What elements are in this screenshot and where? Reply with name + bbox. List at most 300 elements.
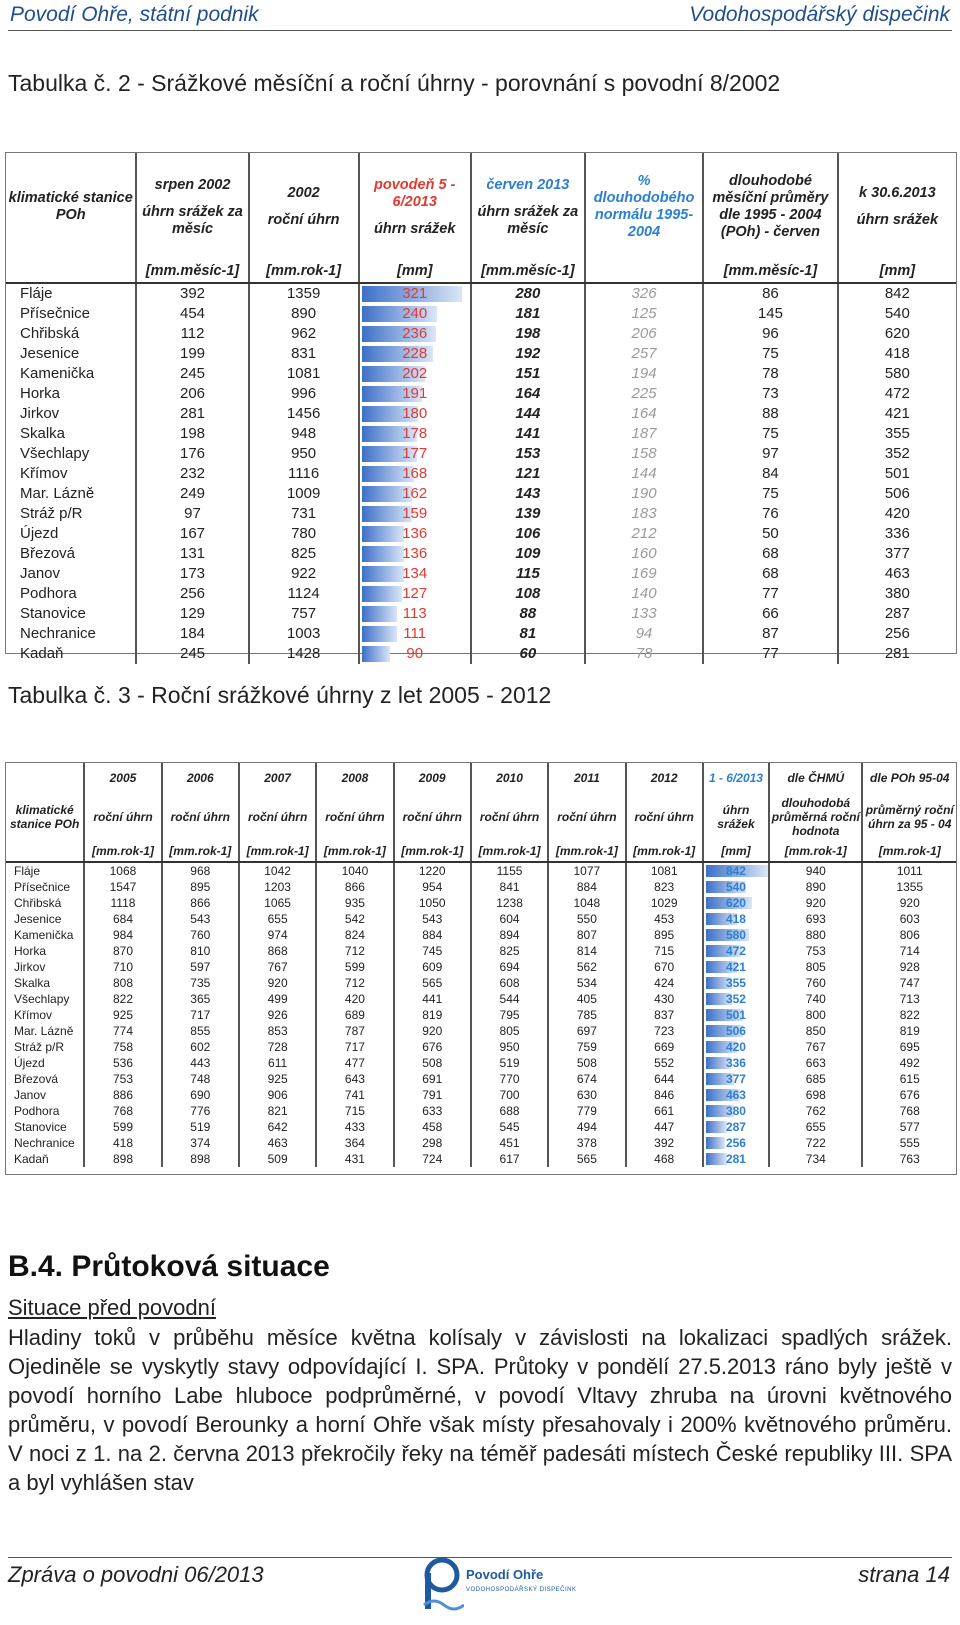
table2-cell: 97	[136, 504, 248, 524]
table3-cell: 950	[471, 1039, 548, 1055]
table3-cell: 906	[239, 1087, 316, 1103]
flood-value-bar	[359, 364, 471, 384]
table3-cell: 868	[239, 943, 316, 959]
table3-cell: 779	[548, 1103, 625, 1119]
flood-bar-fill	[362, 626, 397, 642]
table3-cell: 821	[239, 1103, 316, 1119]
table2-cell: 190	[585, 484, 703, 504]
table3-cell: 753	[769, 943, 862, 959]
station-name: Újezd	[6, 1055, 84, 1071]
table2-cell: 890	[249, 304, 359, 324]
table2-unit-c6: [mm.měsíc-1]	[703, 261, 838, 283]
table3-cell: 555	[899, 1136, 920, 1150]
ytd-2013-value-bar	[703, 991, 769, 1007]
table2-cell: 198	[471, 324, 585, 344]
table2-cell: 86	[703, 283, 838, 304]
table2-header-percent: % dlouhodobého normálu 1995-2004	[585, 153, 703, 261]
table3-cell: 886	[84, 1087, 161, 1103]
flood-value-bar	[359, 304, 471, 324]
table2-cell: 77	[703, 584, 838, 604]
station-name: Stanovice	[6, 1119, 84, 1135]
flood-bar-fill	[362, 646, 390, 662]
table2-cell: 281	[136, 404, 248, 424]
table2-cell: 922	[249, 564, 359, 584]
table3-row	[6, 975, 956, 991]
table2-row	[6, 364, 956, 384]
table2-cell: 153	[471, 444, 585, 464]
table3-year-row	[6, 763, 956, 793]
table3-unit-station	[6, 841, 84, 862]
flood-bar-label: 321	[402, 285, 428, 302]
header-department: Vodohospodářský dispečink	[689, 3, 950, 26]
table3-cell: 850	[769, 1023, 862, 1039]
ytd-bar-label: 418	[725, 912, 746, 926]
station-name: Přísečnice	[6, 879, 84, 895]
logo-tagline: VODOHOSPODÁŘSKÝ DISPEČINK	[466, 1587, 577, 1593]
table2-cell: 125	[585, 304, 703, 324]
table3-cell: 853	[239, 1023, 316, 1039]
table3-row	[6, 1103, 956, 1119]
table3-cell: 740	[769, 991, 862, 1007]
table3-cell: 655	[239, 911, 316, 927]
table3-cell: 1048	[548, 895, 625, 911]
table3-cell: 713	[899, 992, 920, 1006]
table3-cell: 822	[84, 991, 161, 1007]
ytd-bar-label: 377	[725, 1072, 746, 1086]
table3-header-2013-sub: úhrn srážek	[703, 793, 769, 841]
table2-cell: 1003	[249, 624, 359, 644]
table3-cell: 298	[394, 1135, 471, 1151]
station-name: Újezd	[6, 524, 136, 544]
table3-year: 2012	[626, 763, 703, 793]
table3-row	[6, 1119, 956, 1135]
table2-cell: 757	[249, 604, 359, 624]
table3-cell: 1050	[394, 895, 471, 911]
flood-bar-label: 202	[402, 365, 428, 382]
table3-year: 2011	[548, 763, 625, 793]
flood-bar-label: 191	[402, 385, 428, 402]
table3-cell: 468	[626, 1151, 703, 1167]
table2-row	[6, 344, 956, 364]
flood-bar-fill	[362, 526, 404, 542]
table3-cell: 880	[769, 927, 862, 943]
table3-cell: 745	[394, 943, 471, 959]
table3-cell: 1081	[626, 862, 703, 879]
table3-cell: 884	[394, 927, 471, 943]
povodi-ohre-logo	[420, 1555, 580, 1617]
table2-cell: 184	[136, 624, 248, 644]
table2-row	[6, 604, 956, 624]
table3-cell: 748	[162, 1071, 239, 1087]
table3-annual-label: roční úhrn	[394, 793, 471, 841]
table3-cell: 724	[394, 1151, 471, 1167]
table3-row	[6, 1055, 956, 1071]
flood-value-bar	[359, 464, 471, 484]
table3-cell: 805	[769, 959, 862, 975]
table3-unit: [mm.rok-1]	[316, 841, 393, 862]
flood-value-bar	[359, 524, 471, 544]
table3-cell: 676	[899, 1088, 920, 1102]
page-header	[0, 0, 960, 32]
table3-header-chmu-sub: dlouhodobá průměrná roční hodnota	[769, 793, 862, 841]
station-name: Horka	[6, 384, 136, 404]
table2-header-jun30: k 30.6.2013 úhrn srážek	[856, 185, 939, 228]
table2-cell: 198	[136, 424, 248, 444]
table2-cell: 121	[471, 464, 585, 484]
table3-row	[6, 1087, 956, 1103]
table2-cell: 164	[471, 384, 585, 404]
table2-cell: 66	[703, 604, 838, 624]
table3-cell: 458	[394, 1119, 471, 1135]
table3-cell: 954	[394, 879, 471, 895]
table2-cell: 281	[884, 645, 910, 662]
table3-cell: 542	[316, 911, 393, 927]
table2-unit-c2: [mm.rok-1]	[249, 261, 359, 283]
table3-cell: 774	[84, 1023, 161, 1039]
flood-value-bar	[359, 584, 471, 604]
table2-cell: 454	[136, 304, 248, 324]
ytd-2013-value-bar	[703, 1023, 769, 1039]
table2-header-longterm: dlouhodobé měsíční průměry dle 1995 - 2004 (POh) - červen	[703, 153, 838, 261]
table3-cell: 552	[626, 1055, 703, 1071]
table3-unit: [mm.rok-1]	[162, 841, 239, 862]
table3-cell: 599	[316, 959, 393, 975]
flood-bar-label: 111	[403, 625, 427, 642]
table2-row	[6, 384, 956, 404]
table3-cell: 768	[84, 1103, 161, 1119]
table3-cell: 499	[239, 991, 316, 1007]
table3-unit: [mm.rok-1]	[548, 841, 625, 862]
table3-cell: 770	[471, 1071, 548, 1087]
flood-value-bar	[359, 344, 471, 364]
table3-cell: 814	[548, 943, 625, 959]
table2-cell: 81	[471, 624, 585, 644]
table3-cell: 819	[899, 1024, 920, 1038]
table3-cell: 822	[899, 1008, 920, 1022]
table3-cell: 762	[769, 1103, 862, 1119]
table3-cell: 810	[162, 943, 239, 959]
station-name: Křímov	[6, 1007, 84, 1023]
table3-cell: 819	[394, 1007, 471, 1023]
table3-cell: 630	[548, 1087, 625, 1103]
table2-cell: 108	[471, 584, 585, 604]
table3-cell: 1077	[548, 862, 625, 879]
table3-unit: [mm.rok-1]	[626, 841, 703, 862]
table2-row	[6, 584, 956, 604]
table2-unit-c7: [mm]	[838, 261, 956, 283]
ytd-2013-value-bar	[703, 1007, 769, 1023]
ytd-2013-value-bar	[703, 1135, 769, 1151]
table3-cell: 866	[316, 879, 393, 895]
ytd-bar-label: 256	[725, 1136, 746, 1150]
table3-cell: 855	[162, 1023, 239, 1039]
table3-cell: 604	[471, 911, 548, 927]
flood-bar-label: 177	[402, 445, 428, 462]
table3-cell: 697	[548, 1023, 625, 1039]
table3-label-row	[6, 793, 956, 841]
table3-cell: 608	[471, 975, 548, 991]
table3-cell: 688	[471, 1103, 548, 1119]
table3-cell: 690	[162, 1087, 239, 1103]
table3-cell: 565	[548, 1151, 625, 1167]
flood-bar-label: 134	[402, 565, 428, 582]
table3-cell: 543	[162, 911, 239, 927]
table2-cell: 199	[136, 344, 248, 364]
table2-header-flood2013: povodeň 5 - 6/2013 úhrn srážek	[359, 153, 471, 261]
ytd-bar-label: 281	[725, 1152, 746, 1166]
ytd-bar-label: 580	[725, 928, 746, 942]
table3-cell: 767	[769, 1039, 862, 1055]
flood-value-bar	[359, 484, 471, 504]
table2-cell: 141	[471, 424, 585, 444]
table3-row	[6, 1023, 956, 1039]
table2-cell: 256	[884, 625, 910, 642]
ytd-bar-label: 472	[725, 944, 746, 958]
table2-cell: 75	[703, 344, 838, 364]
table2-cell: 842	[884, 285, 910, 302]
table2-cell: 181	[471, 304, 585, 324]
table3-cell: 691	[394, 1071, 471, 1087]
ytd-2013-value-bar	[703, 1151, 769, 1167]
footer-page-number: strana 14	[858, 1562, 950, 1587]
table2-cell: 1081	[249, 364, 359, 384]
table3-header-2013: 1 - 6/2013	[703, 763, 769, 793]
ytd-2013-value-bar	[703, 943, 769, 959]
flood-bar-label: 136	[402, 525, 428, 542]
table3-cell: 920	[899, 896, 920, 910]
table3-annual-label: roční úhrn	[84, 793, 161, 841]
table3-cell: 791	[394, 1087, 471, 1103]
table3-unit: [mm.rok-1]	[769, 841, 862, 862]
table3-unit: [mm.rok-1]	[862, 841, 956, 862]
table2-cell: 129	[136, 604, 248, 624]
table2-unit-c3: [mm]	[359, 261, 471, 283]
table3-header-chmu: dle ČHMÚ	[769, 763, 862, 793]
table2-row	[6, 424, 956, 444]
table3-cell: 644	[626, 1071, 703, 1087]
table2-cell: 88	[471, 604, 585, 624]
table3-annual-label: roční úhrn	[471, 793, 548, 841]
table3-row	[6, 991, 956, 1007]
table2-cell: 192	[471, 344, 585, 364]
table3-unit-row	[6, 841, 956, 862]
station-name: Kadaň	[6, 1151, 84, 1167]
table3-year: 2010	[471, 763, 548, 793]
table3-cell: 443	[162, 1055, 239, 1071]
table2-cell: 392	[136, 283, 248, 304]
table2-cell: 1456	[249, 404, 359, 424]
table3-cell: 1068	[84, 862, 161, 879]
table3-cell: 884	[548, 879, 625, 895]
table2-cell: 68	[703, 544, 838, 564]
table3-cell: 685	[769, 1071, 862, 1087]
table2-cell: 60	[471, 644, 585, 664]
table3-cell: 898	[84, 1151, 161, 1167]
table2-cell: 472	[884, 385, 910, 402]
ytd-bar-label: 501	[725, 1008, 746, 1022]
table3-cell: 494	[548, 1119, 625, 1135]
ytd-bar-label: 421	[725, 960, 746, 974]
table3-cell: 1029	[626, 895, 703, 911]
flood-bar-fill	[362, 606, 397, 622]
flood-bar-label: 162	[402, 485, 428, 502]
table3-cell: 758	[84, 1039, 161, 1055]
table3-cell: 477	[316, 1055, 393, 1071]
table3-cell: 808	[84, 975, 161, 991]
table3-cell: 698	[769, 1087, 862, 1103]
station-name: Březová	[6, 544, 136, 564]
table3-cell: 1355	[896, 880, 924, 894]
ytd-bar-label: 420	[725, 1040, 746, 1054]
table3-cell: 785	[548, 1007, 625, 1023]
table3-cell: 823	[626, 879, 703, 895]
table3-year: 2008	[316, 763, 393, 793]
station-name: Nechranice	[6, 1135, 84, 1151]
table3-grid	[6, 763, 956, 1167]
table2-cell: 50	[703, 524, 838, 544]
flood-bar-label: 159	[402, 505, 428, 522]
station-name: Jesenice	[6, 911, 84, 927]
table2-cell: 169	[585, 564, 703, 584]
flood-bar-label: 113	[402, 605, 427, 622]
table2-cell: 1359	[249, 283, 359, 304]
table2-header-station: klimatické stanice POh	[6, 153, 136, 261]
flood-bar-label: 90	[406, 645, 424, 662]
ytd-2013-value-bar	[703, 1071, 769, 1087]
table2-cell: 326	[585, 283, 703, 304]
table3-cell: 767	[239, 959, 316, 975]
flood-bar-label: 240	[402, 305, 428, 322]
table3-cell: 712	[316, 975, 393, 991]
table2-cell: 287	[884, 605, 910, 622]
ytd-2013-value-bar	[703, 895, 769, 911]
ytd-bar-label: 352	[725, 992, 746, 1006]
table2-row	[6, 444, 956, 464]
table3-cell: 536	[84, 1055, 161, 1071]
table3-cell: 615	[899, 1072, 920, 1086]
table3-cell: 926	[239, 1007, 316, 1023]
table3-cell: 643	[316, 1071, 393, 1087]
ytd-bar-label: 506	[725, 1024, 746, 1038]
table3-cell: 968	[162, 862, 239, 879]
flood-bar-label: 236	[402, 325, 428, 342]
table2-row	[6, 324, 956, 344]
table2-cell: 580	[884, 365, 910, 382]
table2-cell: 75	[703, 484, 838, 504]
table3-cell: 392	[626, 1135, 703, 1151]
table2-cell: 506	[884, 485, 910, 502]
table3-cell: 870	[84, 943, 161, 959]
table2-cell: 144	[585, 464, 703, 484]
table2-header-row	[6, 153, 956, 261]
table3-annual-label: roční úhrn	[162, 793, 239, 841]
table3-cell: 787	[316, 1023, 393, 1039]
flood-value-bar	[359, 384, 471, 404]
table2-row	[6, 283, 956, 304]
station-name: Chřibská	[6, 895, 84, 911]
table3-cell: 920	[239, 975, 316, 991]
table2-cell: 352	[884, 445, 910, 462]
table3-cell: 895	[626, 927, 703, 943]
table3-cell: 669	[626, 1039, 703, 1055]
ytd-2013-value-bar	[703, 1055, 769, 1071]
table3-cell: 763	[899, 1152, 920, 1166]
table3-row	[6, 1007, 956, 1023]
table2-cell: 145	[703, 304, 838, 324]
table2-cell: 232	[136, 464, 248, 484]
table3-cell: 602	[162, 1039, 239, 1055]
table2-cell: 143	[471, 484, 585, 504]
table2-row	[6, 504, 956, 524]
table3-cell: 674	[548, 1071, 625, 1087]
table2-cell: 225	[585, 384, 703, 404]
table2-cell: 115	[471, 564, 585, 584]
table3-cell: 431	[316, 1151, 393, 1167]
table3-unit: [mm]	[703, 841, 769, 862]
table3-year: 2005	[84, 763, 161, 793]
table3-cell: 795	[471, 1007, 548, 1023]
table3-row	[6, 895, 956, 911]
table3-cell: 1238	[471, 895, 548, 911]
table2-cell: 1124	[249, 584, 359, 604]
table3-cell: 509	[239, 1151, 316, 1167]
table2-cell: 420	[884, 505, 910, 522]
table2-cell: 97	[703, 444, 838, 464]
ytd-2013-value-bar	[703, 927, 769, 943]
station-name: Stanovice	[6, 604, 136, 624]
station-name: Fláje	[6, 283, 136, 304]
table2-cell: 84	[703, 464, 838, 484]
table3-cell: 1011	[896, 864, 923, 878]
ytd-2013-value-bar	[703, 959, 769, 975]
table3-cell: 693	[769, 911, 862, 927]
table3-cell: 866	[162, 895, 239, 911]
table2-row	[6, 644, 956, 664]
table3-cell: 365	[162, 991, 239, 1007]
station-name: Podhora	[6, 1103, 84, 1119]
flood-bar-label: 180	[402, 405, 428, 422]
table3-cell: 734	[769, 1151, 862, 1167]
table3-header-poh-sub: průměrný roční úhrn za 95 - 04	[865, 803, 954, 831]
table2-cell: 167	[136, 524, 248, 544]
table3-cell: 825	[471, 943, 548, 959]
table2-cell: 109	[471, 544, 585, 564]
table3-cell: 728	[239, 1039, 316, 1055]
ytd-bar-label: 336	[725, 1056, 746, 1070]
flood-bar-fill	[362, 566, 404, 582]
table2-cell: 176	[136, 444, 248, 464]
station-name: Stráž p/R	[6, 1039, 84, 1055]
table3-cell: 1220	[394, 862, 471, 879]
table2-unit-station	[6, 261, 136, 283]
table2-cell: 257	[585, 344, 703, 364]
station-name: Skalka	[6, 975, 84, 991]
table2-cell: 540	[884, 305, 910, 322]
table2-cell: 212	[585, 524, 703, 544]
table2-cell: 962	[249, 324, 359, 344]
table3-cell: 418	[84, 1135, 161, 1151]
table2-cell: 151	[471, 364, 585, 384]
table2-row	[6, 624, 956, 644]
station-name: Nechranice	[6, 624, 136, 644]
table3-cell: 492	[899, 1056, 920, 1070]
table2-cell: 76	[703, 504, 838, 524]
table2-cell: 173	[136, 564, 248, 584]
table3-year: 2007	[239, 763, 316, 793]
table3-header-poh: dle POh 95-04	[870, 771, 950, 785]
table3-cell: 715	[626, 943, 703, 959]
table3-cell: 717	[316, 1039, 393, 1055]
